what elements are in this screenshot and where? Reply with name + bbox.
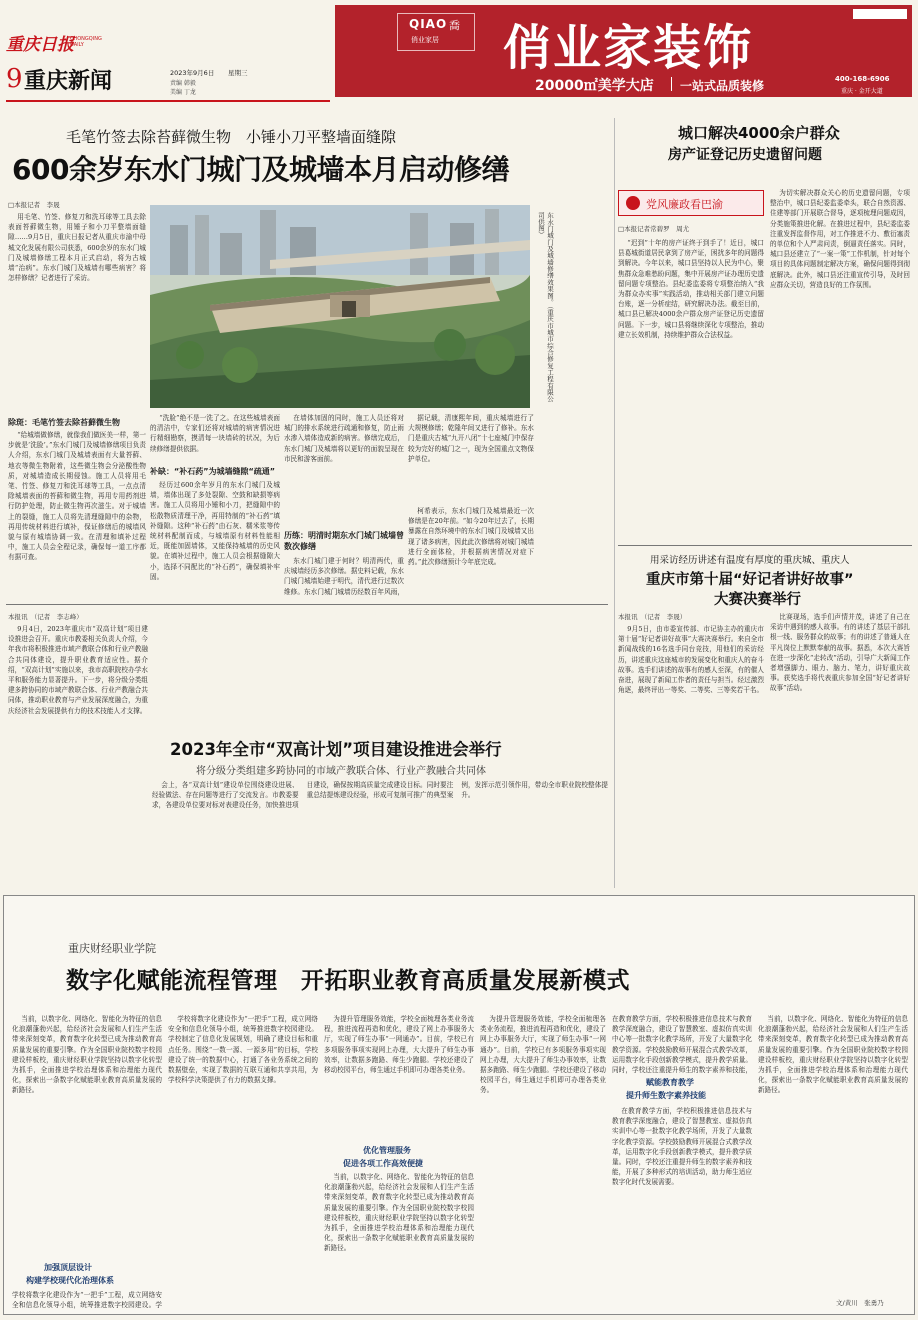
masthead-rule (6, 100, 330, 102)
city-wall-rendering (150, 205, 530, 408)
article4-body: 9月4日，2023年重庆市“双高计划”项目建设推进会召开。重庆市教委相关负责人介绍，今年我市将积极推进市域产教联合体和行业产教融合共同体建设，提升职业教育适应性。据介绍，“双高计划”实施以来，我市高职院校办学水平和服务能力显著提升。下一步，将分级分类组建多跨协同的市域产教联合体、行业产教融合共同体，推动职业教育与产业发展深度融合，为重庆经济社会发展提供有力的技术技能人才支撑。 (8, 625, 148, 715)
ad-divider-icon (671, 77, 672, 91)
feature-sub-mid: 优化管理服务 (360, 1144, 414, 1157)
feature-body-col1b: 学校将数字化建设作为“一把手”工程，成立网络安全和信息化领导小组，统筹推进数字校园建设。学 (12, 1291, 162, 1310)
feature-byline: 文/黄川 张勇乃 (836, 1299, 884, 1307)
ad-tagline-small: 一站式品质装修 (680, 79, 765, 93)
page-number: 9 (6, 64, 23, 94)
feature-body-col3: 为提升管理服务效能，学校全面梳理各类业务流程，推进流程再造和优化，建设了网上办事服务大厅，实现了师生办事“一网通办”。目前，学校已有多项服务事项实现网上办理，大大提升了师生办事效率，让数据多跑路、师生少跑腿。学校还建设了移动校园平台，师生通过手机即可办理各类业务。 (324, 1015, 474, 1075)
masthead (0, 0, 330, 110)
designer-credit: 美编 丁龙 (170, 89, 196, 96)
article4-subtitle: 将分级分类组建多跨协同的市域产教联合体、行业产教融合共同体 (196, 766, 486, 777)
feature-body-col6: 当前，以数字化、网络化、智能化为特征的信息化浪潮蓬勃兴起，给经济社会发展和人们生产生活带来深刻变革，教育数字化转型已成为推动教育高质量发展的重要引擎。作为全国职业院校数字校园建设样板校，重庆财经职业学院坚持以数字化转型为抓手，全面推进学校治理体系和治理能力现代化，探索出一条数字化赋能职业教育高质量发展的新路径。 (758, 1015, 908, 1095)
article4-top-rule (6, 604, 608, 605)
feature-sub-left: 加强顶层设计 (44, 1263, 92, 1272)
article1-body-col2b: 经历过600余年岁月的东水门城门及城墙，墙体出现了多处裂隙、空鼓和缺损等病害。施工人员将用小锤和小刀，把缝隙中的松散物质清理干净，再用特制的“补石药”填补缝隙。这种“补石药”由石灰、糯米浆等传统材料配制而成，与城墙原有材料性能相近，既能加固墙体，又能保持城墙的历史风貌。在填补过程中，施工人员会根据缝隙大小，选择不同配比的“补石药”，确保填补牢固。 (150, 481, 280, 581)
ad-address: 重庆 · 金开大道 (841, 88, 883, 95)
article4-body-right: 会上，各“双高计划”建设单位围绕建设进展、经验做法、存在问题等进行了交流发言。市教委要求，各建设单位要对标对表建设任务，加快推进项目建设，确保按期高质量完成建设目标。同时要注重总结提炼建设经验，形成可复制可推广的典型案例，发挥示范引领作用，带动全市职业院校整体提升。 (152, 781, 608, 810)
feature-body-col4: 为提升管理服务效能，学校全面梳理各类业务流程，推进流程再造和优化，建设了网上办事服务大厅，实现了师生办事“一网通办”。目前，学校已有多项服务事项实现网上办理，大大提升了师生办事效率，让数据多跑路、师生少跑腿。学校还建设了移动校园平台，师生通过手机即可办理各类业务。 (480, 1015, 606, 1095)
article2-bottom-rule (618, 545, 912, 546)
feature-body-col5b: 在教育教学方面，学校积极推进信息技术与教育教学深度融合，建设了智慧教室、虚拟仿真实训中心等一批数字化教学场所，开发了大量数字化教学资源。学校鼓励教师开展混合式教学改革，运用数字化手段创新教学模式，提升教学质量。同时，学校还注重提升师生的数字素养和技能，开展了多种形式的培训活动，助力师生适应数字化时代发展需要。 (612, 1107, 752, 1187)
article3-headline2: 大赛决赛举行 (714, 592, 801, 608)
ad-corner-box (853, 9, 907, 19)
article1-headline: 600余岁东水门城门及城墙本月启动修缮 (12, 153, 509, 186)
article1-byline: □本报记者 李晟 (8, 201, 60, 209)
feature-sub-right: 赋能教育教学 (646, 1078, 694, 1087)
article1-sub2: 补缺：“补石药”为城墙缝隙“疏通” (150, 467, 276, 476)
feature-body-col1: 当前，以数字化、网络化、智能化为特征的信息化浪潮蓬勃兴起，给经济社会发展和人们生产生活带来深刻变革，教育数字化转型已成为推动教育高质量发展的重要引擎。作为全国职业院校数字校园建设样板校，重庆财经职业学院坚持以数字化转型为抓手，全面推进学校治理体系和治理能力现代化，探索出一条数字化赋能职业教育高质量发展的新路径。 (12, 1015, 162, 1095)
issue-date: 2023年9月6日 (170, 69, 215, 77)
article1-body-col4a: 据记载，清康熙年间，重庆城墙进行了大规模修缮；乾隆年间又进行了修补。东水门是重庆古城“九开八闭”十七座城门中保存较为完好的城门之一，现为全国重点文物保护单位。 (408, 414, 534, 463)
article1-sub1: 除斑：毛笔竹签去除苔藓微生物 (8, 418, 120, 427)
article4-byline: 本报讯 （记者 李志峰） (8, 613, 83, 621)
ad-tagline-big: 20000㎡美学大店 (535, 78, 654, 94)
article1-photo-caption: 东水门城门及城墙修缮效果图。（重庆市城市综合修复工程有限公司供图） (537, 212, 554, 402)
article1-body-col3a: 在墙体加固的同时，施工人员还将对城门的排水系统进行疏通和修复，防止雨水渗入墙体造成新的病害。修缮完成后，东水门城门及城墙将以更好的面貌呈现在市民和游客面前。 (284, 414, 404, 463)
ad-phone: 400-168-6906 (835, 75, 890, 83)
feature-sub-mid2: 促进各项工作高效便捷 (340, 1157, 426, 1170)
party-emblem-icon (626, 196, 640, 210)
article2-logo: 党风廉政看巴渝 (646, 198, 723, 211)
ad-headline: 俏业家装饰 (503, 20, 754, 76)
article1-body-col4b: 柯希表示，东水门城门及城墙最近一次修缮是在20年前。“如今20年过去了，长期暴露在自然环境中的东水门城门及城墙又出现了诸多病害，因此此次修缮将对城门城墙进行全面体检，并根据病害情况对症下药。”此次修缮预计今年底完成。 (408, 507, 534, 567)
article2-byline: □本报记者常碧罗 周尤 (618, 225, 690, 233)
article2-headline2: 房产证登记历史遗留问题 (668, 147, 822, 163)
article1-body-col1b: “给城墙做修缮，就像我们做医美一样，第一步就是‘洗脸’。”东水门城门及城墙修缮项目负责人介绍，东水门城门及城墙表面有大量苔藓、地衣等微生物附着，这些微生物会分泌酸性物质，对城墙造成长期侵蚀。施工人员将用毛笔、竹签、修复刀和洗耳球等工具，一点点清除城墙表面的苔藓和微生物，再用专用药剂进行防护处理，防止微生物再次滋生。对于城墙上的裂缝，施工人员将先清理缝隙中的杂物，再用传统材料进行填补，保证修缮后的城墙风貌与原有城墙协调一致。在清理和填补过程中，施工人员会全程记录，确保每一道工序都有据可查。 (8, 431, 146, 562)
article3-kicker: 用采访经历讲述有温度有厚度的重庆城、重庆人 (650, 555, 850, 566)
article2-body-right: 为切实解决群众关心的历史遗留问题，专项整治中，城口县纪委监委牵头，联合自然资源、住建等部门开展联合督导，逐项梳理问题成因，分类施策推进化解。在推进过程中，县纪委监委注重发挥监督作用，对工作推进不力、敷衍塞责的单位和个人严肃问责，倒逼责任落实。同时，城口县还建立了“一案一策”工作机制，针对每个项目的具体问题制定解决方案，确保问题得到彻底解决。此外，城口县还注重宣传引导，及时回应群众关切，营造良好的工作氛围。 (770, 189, 910, 289)
newspaper-logo: 重庆日报 (6, 35, 74, 55)
article1-body-col2a: “洗脸”绝不是一洗了之。在这些城墙表面的清洁中，专家们还将对城墙的病害情况进行精细勘察，摸清每一块墙砖的状况，为后续修缮提供依据。 (150, 414, 280, 453)
article3-body-right: 比赛现场，选手们声情并茂，讲述了自己在采访中遇到的感人故事。有的讲述了基层干部扎根一线、服务群众的故事；有的讲述了普通人在平凡岗位上默默奉献的故事。据悉，本次大赛旨在进一步深化“走转改”活动，引导广大新闻工作者增强脚力、眼力、脑力、笔力，讲好重庆故事。获奖选手将代表重庆参加全国“好记者讲好故事”活动。 (770, 613, 910, 693)
feature-body-col5a: 在教育教学方面，学校积极推进信息技术与教育教学深度融合，建设了智慧教室、虚拟仿真实训中心等一批数字化教学场所，开发了大量数字化教学资源。学校鼓励教师开展混合式教学改革，运用数字化手段创新教学模式，提升教学质量。同时，学校还注重提升师生的数字素养和技能， (612, 1015, 752, 1074)
feature-label: 重庆财经职业学院 (68, 942, 156, 955)
ad-tag: 俏业家居 (411, 36, 439, 44)
ad-banner (335, 5, 912, 97)
col-divider (614, 118, 615, 888)
feature-body-col3b: 当前，以数字化、网络化、智能化为特征的信息化浪潮蓬勃兴起，给经济社会发展和人们生产生活带来深刻变革，教育数字化转型已成为推动教育高质量发展的重要引擎。作为全国职业院校数字校园建设样板校，重庆财经职业学院坚持以数字化转型为抓手，全面推进学校治理体系和治理能力现代化，探索出一条数字化赋能职业教育高质量发展的新路径。 (324, 1173, 474, 1253)
article1-body-col1a: 用毛笔、竹签、修复刀和洗耳球等工具去除表面苔藓微生物，用锤子和小刀平整墙面缝隙……9月5日，重庆日报记者从重庆市渝中母城文化发展有限公司获悉，600余岁的东水门城门及城墙修缮工程本月正式启动，将为古城墙“治病”。东水门城门及城墙有哪些病害？将怎样修缮？记者进行了采访。 (8, 213, 146, 283)
article3-body: 9月5日，由市委宣传部、市记协主办的重庆市第十届“好记者讲好故事”大赛决赛举行。来自全市新闻战线的16名选手同台竞技，用他们的采访经历，讲述重庆这座城市的发展变化和重庆人的奋斗故事。选手们讲述的故事有的感人至深，有的催人奋进，展现了新闻工作者的责任与担当。经过激烈角逐，最终评出一等奖、二等奖、三等奖若干名。 (618, 625, 764, 695)
feature-sub-left2: 构建学校现代化治理体系 (26, 1276, 114, 1285)
city-wall-illustration (150, 205, 530, 408)
article2-headline: 城口解决4000余户群众 (678, 124, 840, 142)
article1-body-col3b: 东水门城门建于何时？明清两代，重庆城墙经历多次修缮。据史料记载，东水门城门城墙始建于明代，清代进行过数次维修。东水门城门城墙历经数百年风雨， (284, 557, 404, 596)
article3-headline: 重庆市第十届“好记者讲好故事” (646, 572, 854, 588)
feature-headline: 数字化赋能流程管理 开拓职业教育高质量发展新模式 (66, 968, 630, 994)
newspaper-logo-en: CHONGQING DAILY (70, 36, 102, 48)
issue-weekday: 星期三 (228, 69, 248, 77)
ad-brand-sub: 喬 (449, 19, 460, 32)
ad-brand: QIAO (409, 17, 448, 31)
section-title: 重庆新闻 (24, 69, 113, 94)
article3-byline: 本报讯 （记者 李晟） (618, 613, 687, 621)
feature-sub-right2: 提升师生数字素养技能 (626, 1091, 706, 1100)
article2-body: “迟到”十年的房产证终于到手了！近日，城口县葛城街道居民拿到了房产证，困扰多年的问题得到解决。今年以来，城口县坚持以人民为中心，聚焦群众急难愁盼问题，集中开展房产证办理历史遗留问题专项整治。县纪委监委将专项整治纳入“我为群众办实事”实践活动，推动相关部门建立问题台账，逐一分析症结，研究解决办法。截至目前，城口县已解决4000余户群众房产证登记历史遗留问题。下一步，城口县将继续深化专项整治，推动建立长效机制，持续维护群众合法权益。 (618, 239, 764, 339)
article4-headline: 2023年全市“双高计划”项目建设推进会举行 (170, 740, 502, 759)
article1-sub3: 历练：明清时期东水门城门城墙曾数次修缮 (284, 531, 404, 551)
editor-credit: 责编 韩毅 (170, 80, 196, 87)
feature-body-col2: 学校将数字化建设作为“一把手”工程，成立网络安全和信息化领导小组，统筹推进数字校园建设。学校制定了信息化发展规划，明确了建设目标和重点任务。围绕“一数一源、一源多用”的目标，学校建设了统一的数据中心，打通了各业务系统之间的数据壁垒，实现了数据的互联互通和共享共用，为学校科学决策提供了有力的数据支撑。 (168, 1015, 318, 1085)
article1-kicker: 毛笔竹签去除苔藓微生物 小锤小刀平整墙面缝隙 (66, 128, 397, 146)
